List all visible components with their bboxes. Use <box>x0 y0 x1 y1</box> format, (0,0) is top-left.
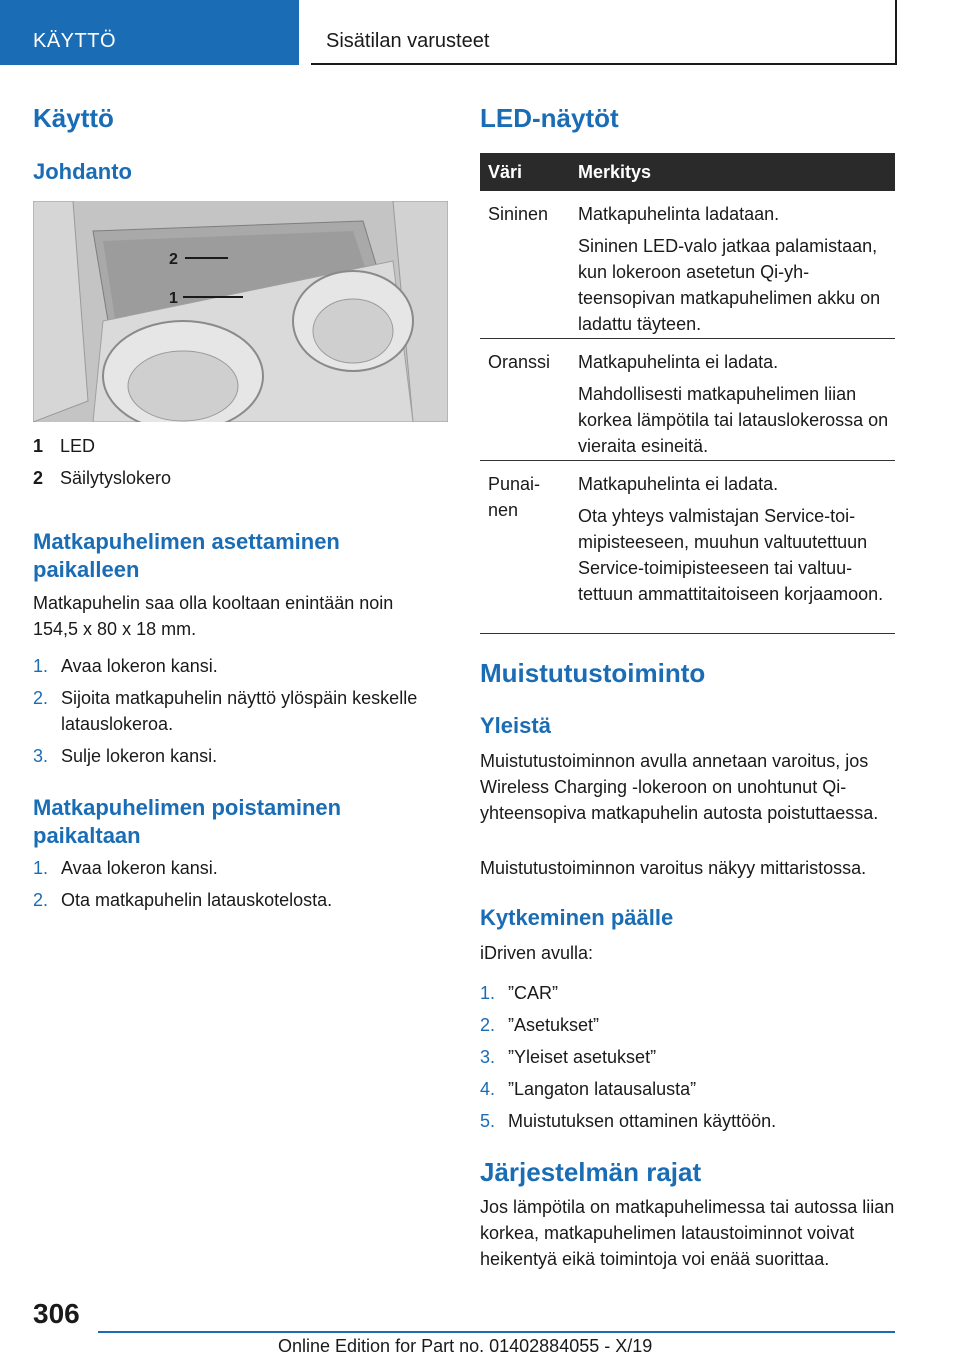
led-table-row <box>480 339 895 461</box>
meaning-line: Matkapuhelinta ladataan. <box>578 204 780 224</box>
led-meaning <box>578 471 895 613</box>
legend-number: 2 <box>33 468 44 488</box>
column-header-color: Väri <box>488 162 523 182</box>
chapter-tab <box>311 0 897 65</box>
footer-divider <box>98 1331 895 1333</box>
column-header-meaning: Merkitys <box>578 162 652 182</box>
legend-label: LED <box>60 436 96 456</box>
wireless-charging-figure <box>33 201 448 422</box>
meaning-line: Mahdollisesti matkapuhelimen liian korkea lämpötila tai latauslokerossa on vieraita esineitä. <box>578 384 889 456</box>
step-number: 2. <box>33 890 49 910</box>
step-text: Sulje lokeron kansi. <box>61 746 218 766</box>
step-text: Avaa lokeron kansi. <box>61 858 218 878</box>
step-number: 4. <box>480 1079 496 1099</box>
led-table-row <box>480 461 895 634</box>
place-text: Matkapuhelin saa olla kooltaan enintään noin 154,5 x 80 x 18 mm. <box>33 593 394 639</box>
step-number: 2. <box>33 688 49 708</box>
legend-number: 1 <box>33 436 44 456</box>
page-title: Käyttö <box>33 103 114 133</box>
step-number: 5. <box>480 1111 496 1131</box>
place-heading: Matkapuhelimen asettaminen paikalleen <box>33 529 340 582</box>
step-text: ”CAR” <box>508 983 558 1003</box>
led-meaning <box>578 349 895 465</box>
led-meaning <box>578 201 895 343</box>
legend-label: Säilytyslokero <box>60 468 172 488</box>
step-text: Ota matkapuhelin latauskotelosta. <box>61 890 333 910</box>
general-text-warning: Muistutustoiminnon varoitus näkyy mittaristossa. <box>480 858 867 878</box>
step-number: 3. <box>480 1047 496 1067</box>
meaning-line: Sininen LED-valo jatkaa palamistaan, kun lokeroon asetetun Qi-yhteensopivan matkapuhelimen akku on ladattu täyteen. <box>578 236 881 334</box>
step-number: 2. <box>480 1015 496 1035</box>
meaning-line: Ota yhteys valmistajan Service-toimipisteeseen, muuhun valtuutettuun Service-toimipisteeseen tai valtuutettuun ammattitaitoiseen korjaamoon. <box>578 506 884 604</box>
meaning-line: Matkapuhelinta ei ladata. <box>578 474 779 494</box>
step-text: ”Langaton latausalusta” <box>508 1079 697 1099</box>
led-color: Oranssi <box>488 352 551 372</box>
callout-2: 2 <box>169 251 178 268</box>
meaning-line: Matkapuhelinta ei ladata. <box>578 352 779 372</box>
edition-text: Online Edition for Part no. 01402884055 - X/19 <box>278 1336 653 1356</box>
step-text: Sijoita matkapuhelin näyttö ylöspäin keskelle latauslokeroa. <box>61 688 418 734</box>
general-heading: Yleistä <box>480 713 551 738</box>
led-title: LED-näytöt <box>480 103 619 133</box>
step-number: 1. <box>33 656 49 676</box>
step-number: 1. <box>480 983 496 1003</box>
enable-text: iDriven avulla: <box>480 943 594 963</box>
remove-heading: Matkapuhelimen poistaminen paikaltaan <box>33 795 342 848</box>
step-text: Muistutuksen ottaminen käyttöön. <box>508 1111 777 1131</box>
led-table-row <box>480 191 895 339</box>
limits-text: Jos lämpötila on matkapuhelimessa tai autossa liian korkea, matkapuhelimen lataustoiminnot voivat heikentyä eikä toimintoja voi enää suorittaa. <box>480 1197 895 1269</box>
step-number: 3. <box>33 746 49 766</box>
led-color: Sininen <box>488 204 549 224</box>
callout-1: 1 <box>169 290 178 307</box>
step-text: ”Yleiset asetukset” <box>508 1047 657 1067</box>
section-label: KÄYTTÖ <box>33 30 117 52</box>
limits-title: Järjestelmän rajat <box>480 1157 702 1187</box>
intro-heading: Johdanto <box>33 159 132 184</box>
console-illustration <box>33 201 448 422</box>
step-text: ”Asetukset” <box>508 1015 600 1035</box>
step-text: Avaa lokeron kansi. <box>61 656 218 676</box>
step-number: 1. <box>33 858 49 878</box>
enable-heading: Kytkeminen päälle <box>480 905 674 930</box>
section-tab <box>0 0 299 65</box>
reminder-title: Muistutustoiminto <box>480 658 706 688</box>
chapter-label: Sisätilan varusteet <box>326 30 490 52</box>
general-text: Muistutustoiminnon avulla annetaan varoitus, jos Wireless Charging -lokeroon on unohtunut Qi-yhteensopiva matkapuhelin autosta poistuttaessa. <box>480 751 879 823</box>
led-color: Punainen <box>488 474 541 520</box>
led-table-header <box>480 153 895 191</box>
page-number: 306 <box>33 1298 80 1329</box>
